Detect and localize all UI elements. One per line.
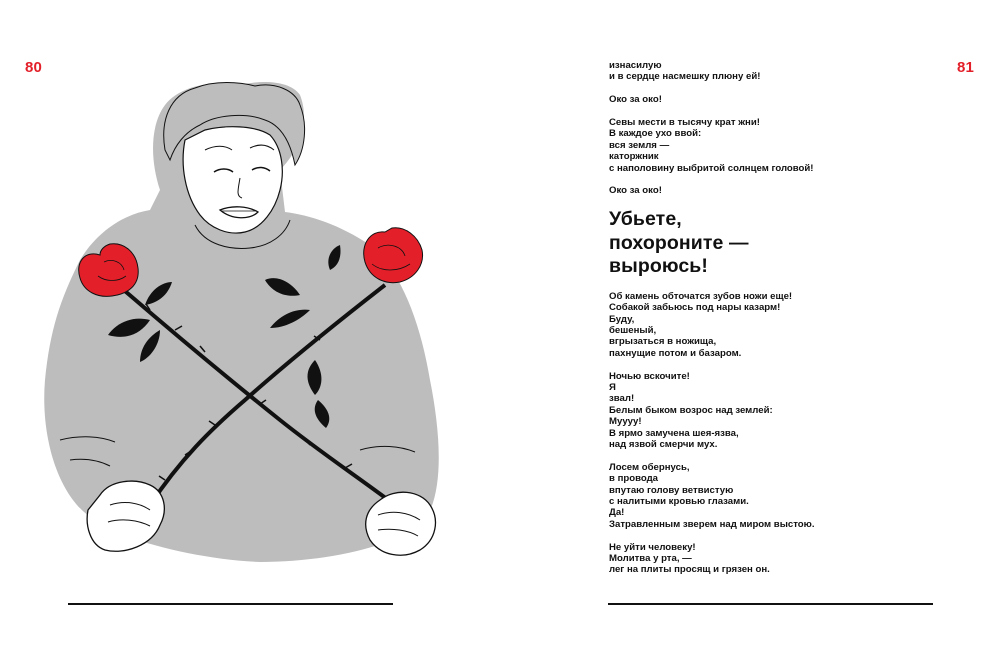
poem-line: в провода — [609, 473, 659, 485]
poem-line: над язвой смерчи мух. — [609, 438, 718, 450]
poem-stanza — [609, 291, 939, 359]
rose-right — [364, 228, 423, 283]
poem-line: Затравленным зверем над миром выстою. — [609, 518, 815, 530]
poem-line: с налитыми кровью глазами. — [609, 496, 749, 507]
poem-line: вгрызаться в ножища, — [609, 336, 717, 348]
poem-line: звал! — [609, 393, 635, 405]
poem-headline — [609, 208, 939, 279]
poem-line: Белым быком возрос над землей: — [609, 404, 773, 416]
page-number-right: 81 — [957, 59, 975, 76]
poem-line: Муууу! — [609, 416, 642, 428]
poem-line: вся земля — — [609, 139, 670, 151]
poem-line: Лосем обернусь, — [609, 461, 690, 473]
poem-line: В каждое ухо ввой: — [609, 128, 702, 140]
poem-line: лег на плиты просящ и грязен он. — [609, 564, 770, 576]
poem-line: В ярмо замучена шея-язва, — [609, 427, 739, 439]
poem-text — [609, 60, 939, 587]
poem-line: Буду, — [609, 313, 635, 325]
poem-line: пахнущие потом и базаром. — [609, 347, 742, 359]
poem-line: Ночью вскочите! — [609, 370, 690, 382]
poem-stanza — [609, 462, 939, 530]
poem-line: и в сердце насмешку плюну ей! — [609, 71, 761, 83]
poem-line: с наполовину выбритой солнцем головой! — [609, 162, 814, 174]
footer-rule-right — [608, 603, 933, 605]
headline-line: похороните — — [609, 231, 749, 254]
poem-line: изнасилую — [609, 60, 662, 71]
poem-stanza — [609, 94, 939, 105]
poem-line: бешеный, — [609, 324, 657, 336]
headline-line: выроюсь! — [609, 255, 708, 278]
poem-line: Да! — [609, 507, 625, 519]
poem-line: каторжник — [609, 151, 659, 163]
poem-stanza — [609, 371, 939, 451]
headline-line: Убьете, — [609, 208, 682, 231]
poem-line: Око за око! — [609, 185, 662, 197]
page-number-left: 80 — [25, 59, 43, 76]
poem-line: Я — [609, 381, 616, 393]
poem-line: Око за око! — [609, 94, 662, 106]
poem-stanza — [609, 542, 939, 576]
footer-rule-left — [68, 603, 393, 605]
poem-stanza — [609, 60, 939, 83]
poem-stanza — [609, 117, 939, 174]
poem-line: Севы мести в тысячу крат жни! — [609, 117, 760, 128]
poem-line: Об камень обточатся зубов ножи еще! — [609, 290, 793, 302]
poem-line: Собакой забьюсь под нары казарм! — [609, 302, 781, 314]
poem-stanza — [609, 185, 939, 196]
poem-line: Не уйти человеку! — [609, 541, 696, 553]
man-with-crossed-roses-icon — [20, 70, 460, 600]
poem-line: впутаю голову ветвистую — [609, 484, 734, 496]
poem-line: Молитва у рта, — — [609, 553, 692, 565]
